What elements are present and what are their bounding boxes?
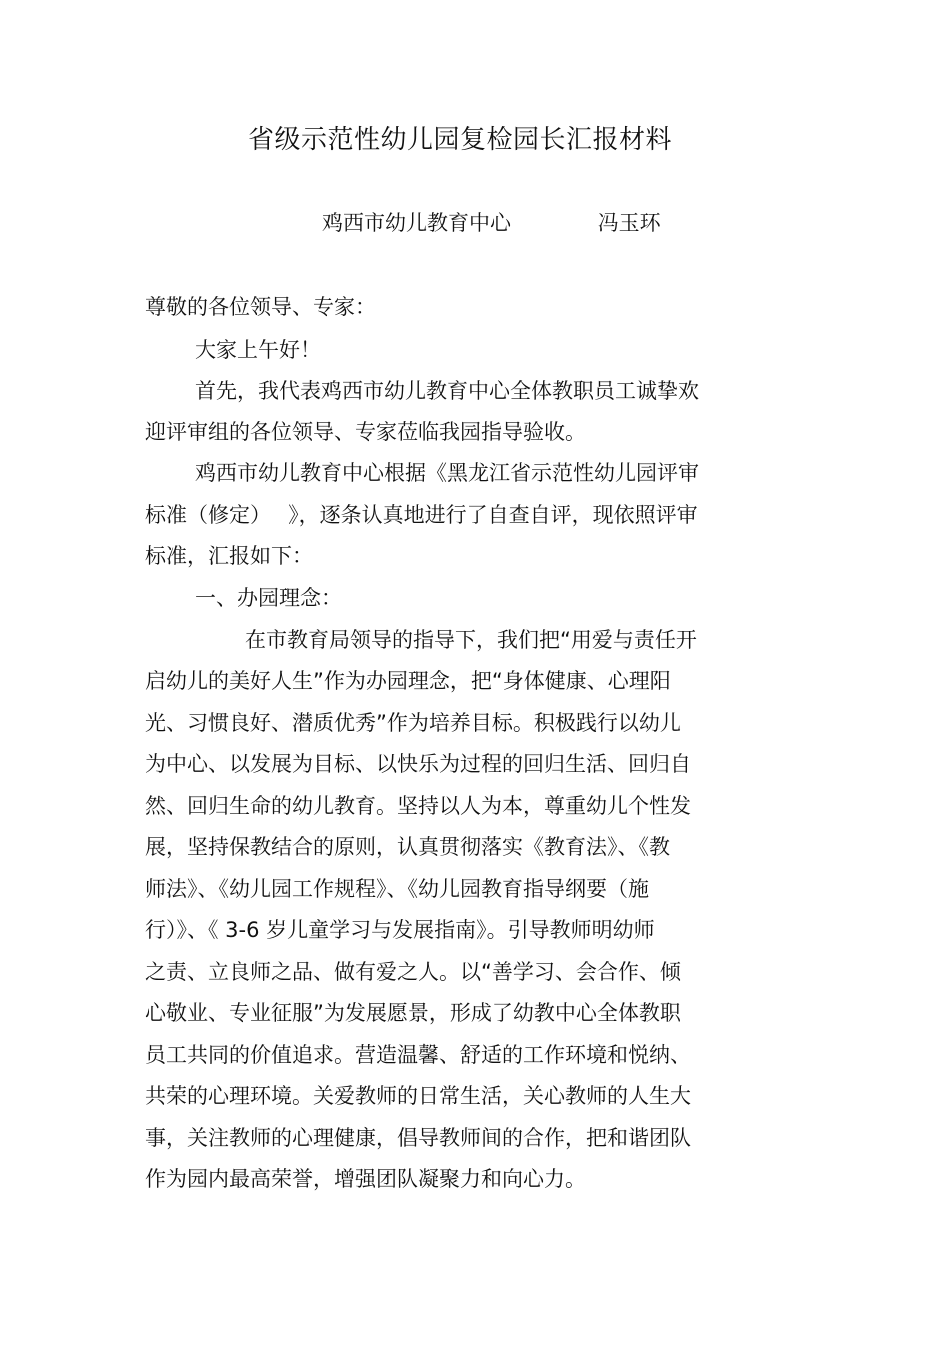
- paragraph-line: 启幼儿的美好人生”作为办园理念，把“身体健康、心理阳: [145, 669, 671, 693]
- paragraph-line: 作为园内最高荣誉，增强团队凝聚力和向心力。: [145, 1167, 586, 1191]
- greeting: 大家上午好！: [195, 338, 321, 362]
- paragraph-line: 然、回归生命的幼儿教育。坚持以人为本，尊重幼儿个性发: [145, 794, 691, 818]
- paragraph-line: 展，坚持保教结合的原则，认真贯彻落实《教育法》、《教: [145, 835, 670, 859]
- section-heading: 一、办园理念：: [195, 586, 342, 610]
- paragraph-line: 事，关注教师的心理健康，倡导教师间的合作，把和谐团队: [145, 1126, 691, 1150]
- document-title: 省级示范性幼儿园复检园长汇报材料: [247, 125, 672, 155]
- paragraph-line: 共荣的心理环境。关爱教师的日常生活，关心教师的人生大: [145, 1084, 691, 1108]
- paragraph-line: 标准（修定） 》，逐条认真地进行了自查自评，现依照评审: [145, 503, 698, 527]
- paragraph-line: 师法》、《幼儿园工作规程》、《幼儿园教育指导纲要（施: [145, 877, 649, 901]
- paragraph-line: 标准，汇报如下：: [145, 544, 313, 568]
- paragraph-line: 行）》、《 3-6 岁儿童学习与发展指南》。引导教师明幼师: [145, 918, 655, 942]
- paragraph-line: 首先，我代表鸡西市幼儿教育中心全体教职员工诚挚欢: [195, 379, 699, 403]
- organization-name: 鸡西市幼儿教育中心: [322, 211, 511, 235]
- paragraph-line: 之责、立良师之品、做有爱之人。以“善学习、会合作、倾: [145, 960, 681, 984]
- paragraph-line: 光、习惯良好、潜质优秀”作为培养目标。积极践行以幼儿: [145, 711, 681, 735]
- byline: [322, 205, 661, 241]
- paragraph-line: 员工共同的价值追求。营造温馨、舒适的工作环境和悦纳、: [145, 1043, 691, 1067]
- author-name: 冯玉环: [597, 211, 661, 235]
- paragraph-line: 为中心、以发展为目标、以快乐为过程的回归生活、回归自: [145, 752, 691, 776]
- paragraph-line: 迎评审组的各位领导、专家莅临我园指导验收。: [145, 420, 586, 444]
- salutation: 尊敬的各位领导、专家：: [145, 295, 376, 319]
- paragraph-line: 鸡西市幼儿教育中心根据《黑龙江省示范性幼儿园评审: [195, 461, 699, 485]
- paragraph-line: 心敬业、专业征服”为发展愿景，形成了幼教中心全体教职: [145, 1001, 681, 1025]
- paragraph-line: 在市教育局领导的指导下，我们把“用爱与责任开: [245, 628, 697, 652]
